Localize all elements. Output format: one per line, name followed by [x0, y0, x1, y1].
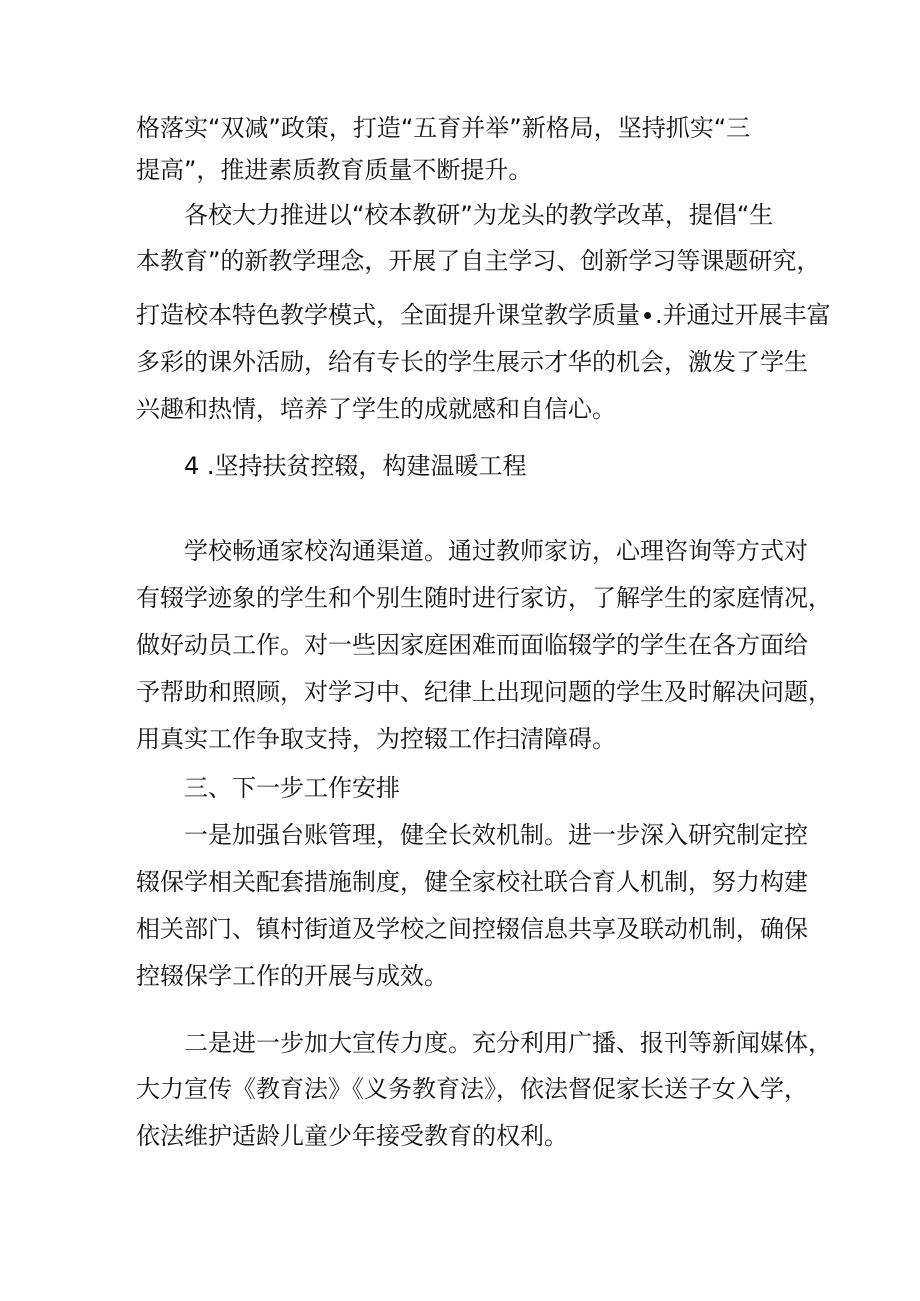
section-heading-3: 三、下一步工作安排	[184, 774, 400, 802]
section-heading-4: 4 .坚持扶贫控辍，构建温暖工程	[184, 452, 527, 480]
paragraph-3-line-2: 有辍学迹象的学生和个别生随时进行家访，了解学生的家庭情况，	[136, 584, 832, 612]
paragraph-2-line-1: 各校大力推进以“校本教研”为龙头的教学改革，提倡“生	[184, 201, 774, 229]
paragraph-3-line-5: 用真实工作争取支持，为控辍工作扫清障碍。	[136, 725, 616, 753]
paragraph-2-line-5: 兴趣和热情，培养了学生的成就感和自信心。	[136, 395, 616, 423]
paragraph-2-line-2: 本教育”的新教学理念，开展了自主学习、创新学习等课题研究，	[136, 247, 821, 275]
paragraph-5-line-3: 依法维护适龄儿童少年接受教育的权利。	[136, 1122, 568, 1150]
paragraph-4-line-4: 控辍保学工作的开展与成效。	[136, 962, 448, 990]
paragraph-4-line-3: 相关部门、镇村街道及学校之间控辍信息共享及联动机制，确保	[136, 915, 808, 943]
paragraph-5-line-1: 二是进一步加大宣传力度。充分利用广播、报刊等新闻媒体，	[184, 1029, 832, 1057]
paragraph-3-line-3: 做好动员工作。对一些因家庭困难而面临辍学的学生在各方面给	[136, 631, 808, 659]
paragraph-1-line-1: 格落实“双减”政策，打造“五育并举”新格局，坚持抓实“三	[136, 114, 751, 142]
paragraph-3-line-4: 予帮助和照顾，对学习中、纪律上出现问题的学生及时解决问题，	[136, 678, 832, 706]
paragraph-4-line-1: 一是加强台账管理，健全长效机制。进一步深入研究制定控	[184, 821, 808, 849]
paragraph-2-line-4: 多彩的课外活励，给有专长的学生展示才华的机会，激发了学生	[136, 348, 808, 376]
paragraph-1-line-2: 提高”，推进素质教育质量不断提升。	[136, 156, 533, 184]
paragraph-4-line-2: 辍保学相关配套措施制度，健全家校社联合育人机制，努力构建	[136, 868, 808, 896]
paragraph-3-line-1: 学校畅通家校沟通渠道。通过教师家访，心理咨询等方式对	[184, 537, 808, 565]
paragraph-2-line-3: 打造校本特色教学模式，全面提升课堂教学质量∙.并通过开展丰富	[136, 301, 831, 329]
paragraph-5-line-2: 大力宣传《教育法》《义务教育法》，依法督促家长送子女入学，	[136, 1075, 808, 1103]
